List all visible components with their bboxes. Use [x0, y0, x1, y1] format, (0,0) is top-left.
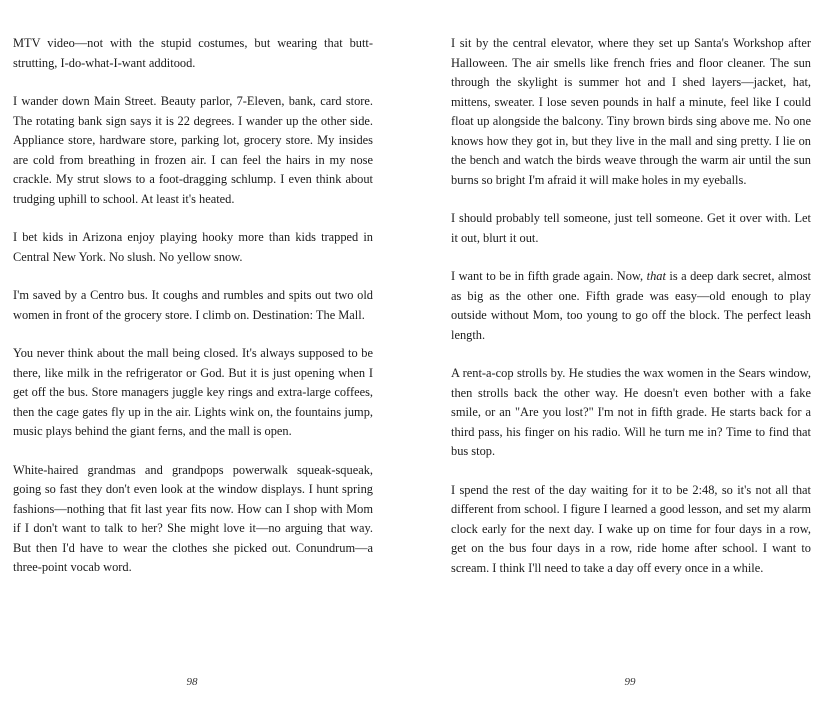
page-number-right: 99 [624, 676, 636, 688]
left-page [13, 34, 373, 597]
paragraph: I sit by the central elevator, where they set up Santa's Workshop after Halloween. The air smells like french fries and floor cleaner. The sun through the skylight is summer hot and I shed layers—jacket, hat, mittens, sweater. I lose seven pounds in half a minute, feel like I could float up alongside the balcony. Tiny brown birds sing above me. No one knows how they got in, but they live in the mall and sing pretty. I lie on the bench and watch the birds weave through the warm air until the sun burns so bright I'm afraid it will make holes in my eyeballs. [451, 36, 811, 187]
paragraph-text: I want to be in fifth grade again. Now, [451, 269, 647, 283]
paragraph: White-haired grandmas and grandpops powerwalk squeak-squeak, going so fast they don't even look at the window displays. I hunt spring fashions—nothing that fit last year fits now. How can I shop with Mom if I don't want to talk to her? She might love it—no arguing that way. But then I'd have to wear the clothes she picked out. Conundrum—a three-point vocab word. [13, 462, 373, 574]
right-page [451, 34, 811, 597]
paragraph: I should probably tell someone, just tell someone. Get it over with. Let it out, blurt it out. [451, 211, 811, 245]
paragraph [451, 267, 811, 345]
paragraph: You never think about the mall being closed. It's always supposed to be there, like milk in the refrigerator or God. But it is just opening when I get off the bus. Store managers juggle key rings and extra-large coffees, then the cage gates fly up in the air. Lights wink on, the fountains jump, music plays behind the giant ferns, and the mall is open. [13, 346, 373, 438]
paragraph: MTV video—not with the stupid costumes, but wearing that butt-strutting, I-do-what-I-want additood. [13, 36, 373, 70]
page-number-left: 98 [186, 676, 198, 688]
paragraph: I'm saved by a Centro bus. It coughs and rumbles and spits out two old women in front of the grocery store. I climb on. Destination: The Mall. [13, 288, 373, 322]
paragraph: I bet kids in Arizona enjoy playing hooky more than kids trapped in Central New York. No slush. No yellow snow. [13, 230, 373, 264]
paragraph-text: is a deep dark secret, almost as big as the other one. Fifth grade was easy—old enough to play outside without Mom, too young to go off the block. The perfect leash length. [451, 269, 811, 342]
paragraph: A rent-a-cop strolls by. He studies the wax women in the Sears window, then strolls back the other way. He doesn't even bother with a fake smile, or an "Are you lost?" I'm not in fifth grade. He starts back for a third pass, his finger on his radio. Will he turn me in? Time to find that bus stop. [451, 366, 811, 458]
emphasis-text: that [646, 269, 666, 283]
paragraph: I spend the rest of the day waiting for it to be 2:48, so it's not all that different from school. I figure I learned a good lesson, and set my alarm clock early for the next day. I wake up on time for four days in a row, get on the bus four days in a row, ride home after school. I want to scream. I think I'll need to take a day off every once in a while. [451, 482, 811, 575]
paragraph: I wander down Main Street. Beauty parlor, 7-Eleven, bank, card store. The rotating bank sign says it is 22 degrees. I wander up the other side. Appliance store, hardware store, parking lot, grocery store. My insides are cold from breathing in frozen air. I can feel the hairs in my nose crackle. My strut slows to a foot-dragging schlump. I even think about trudging uphill to school. At least it's heated. [13, 94, 373, 206]
